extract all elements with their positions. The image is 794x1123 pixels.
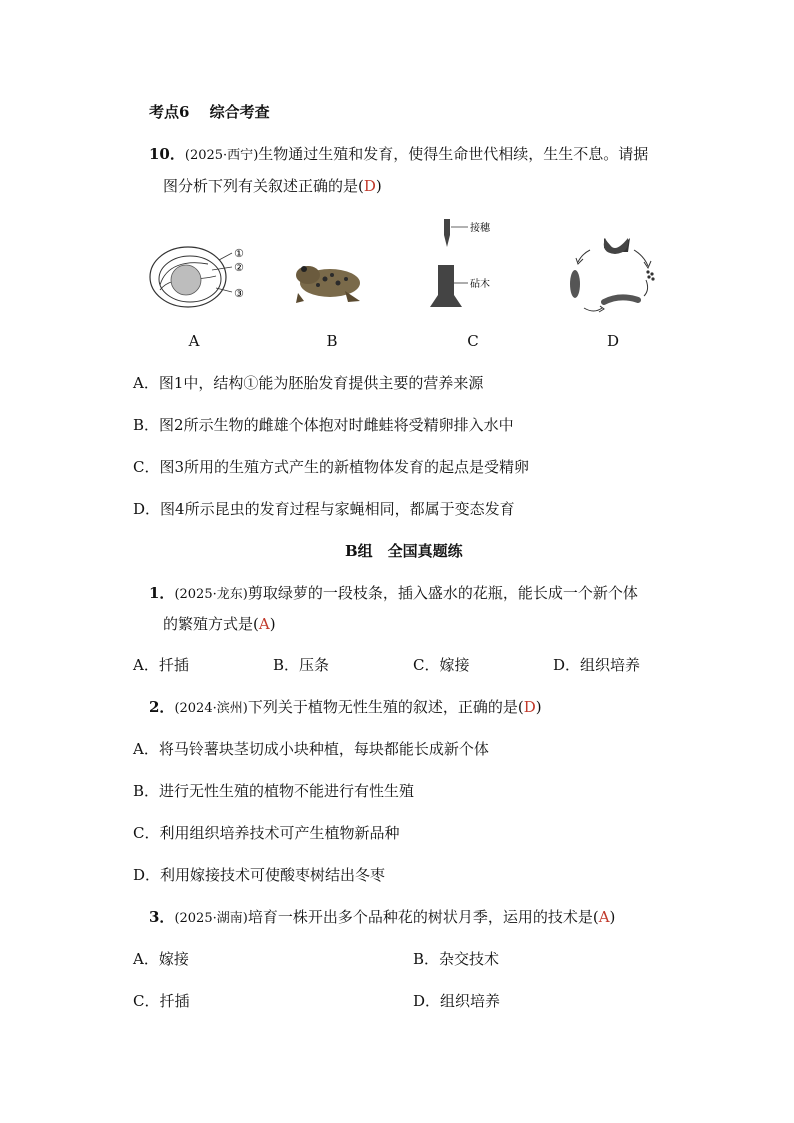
- source-close: ): [242, 587, 248, 602]
- q3-option-d: D．组织培养: [413, 992, 501, 1010]
- question-number: 10．: [149, 145, 185, 163]
- q10-option-a: A．图1中，结构①能为胚胎发育提供主要的营养来源: [133, 374, 484, 392]
- question-close: ): [609, 908, 616, 926]
- question-close: ): [535, 698, 542, 716]
- label-3: ③: [234, 287, 244, 300]
- figure-c-grafting: [422, 215, 502, 315]
- question-text: 培育一株开出多个品种花的树状月季，运用的技术是(: [247, 908, 599, 926]
- q2-line1: [149, 697, 542, 719]
- answer: D: [523, 698, 536, 716]
- q3-line1: [149, 907, 615, 929]
- source-open: (2025·: [184, 148, 228, 163]
- question-close: ): [269, 615, 276, 633]
- question-close: ): [375, 177, 382, 195]
- question-number: 1．: [149, 584, 175, 602]
- group-heading: B组 全国真题练: [345, 542, 463, 560]
- q2-option-a: A．将马铃薯块茎切成小块种植，每块都能长成新个体: [133, 740, 489, 758]
- answer: A: [258, 615, 270, 633]
- question-number: 3．: [149, 908, 175, 926]
- q10-option-d: D．图4所示昆虫的发育过程与家蝇相同，都属于变态发育: [133, 500, 515, 518]
- question-text: 剪取绿萝的一段枝条，插入盛水的花瓶，能长成一个新个体: [247, 584, 638, 602]
- figure-a-egg: [146, 230, 256, 320]
- source-place: 滨州: [216, 701, 243, 716]
- source-open: (2025·: [174, 911, 217, 926]
- source-close: ): [253, 148, 259, 163]
- question-text: 下列关于植物无性生殖的叙述，正确的是(: [247, 698, 524, 716]
- answer: D: [363, 177, 376, 195]
- q1-option-d: D．组织培养: [553, 656, 641, 674]
- question-number: 2．: [149, 698, 175, 716]
- source-open: (2024·: [174, 701, 217, 716]
- caption-b: B: [326, 332, 338, 350]
- caption-d: D: [606, 332, 620, 350]
- label-1: ①: [234, 247, 244, 260]
- source-place: 西宁: [227, 148, 254, 163]
- source-place: 龙东: [216, 587, 243, 602]
- q1-option-b: B．压条: [273, 656, 330, 674]
- figure-b-frog: [290, 255, 370, 310]
- section-label: 考点6: [149, 103, 190, 121]
- q2-option-c: C．利用组织培养技术可产生植物新品种: [133, 824, 400, 842]
- q1-option-a: A．扦插: [133, 656, 189, 674]
- source-place: 湖南: [216, 911, 243, 926]
- question-text: 的繁殖方式是(: [163, 615, 259, 633]
- q1-option-c: C．嫁接: [413, 656, 470, 674]
- question-text: 图分析下列有关叙述正确的是(: [163, 177, 364, 195]
- q10-line1: [149, 144, 648, 166]
- q1-line1: [149, 583, 638, 605]
- section-name: 综合考查: [209, 103, 270, 121]
- question-text: 生物通过生殖和发育，使得生命世代相续，生生不息。请据: [258, 145, 649, 163]
- caption-c: C: [467, 332, 479, 350]
- label-2: ②: [234, 261, 244, 274]
- source-close: ): [242, 701, 248, 716]
- section-title: [149, 102, 270, 122]
- answer: A: [598, 908, 610, 926]
- scion-label: 接穗: [470, 223, 490, 234]
- caption-a: A: [188, 332, 200, 350]
- rootstock-label: 砧木: [470, 279, 490, 290]
- source-open: (2025·: [174, 587, 217, 602]
- source-close: ): [242, 911, 248, 926]
- q10-line2: [163, 176, 382, 196]
- q2-option-d: D．利用嫁接技术可使酸枣树结出冬枣: [133, 866, 386, 884]
- q3-option-b: B．杂交技术: [413, 950, 500, 968]
- q3-option-c: C．扦插: [133, 992, 190, 1010]
- q1-line2: [163, 614, 276, 634]
- q3-option-a: A．嫁接: [133, 950, 189, 968]
- q10-option-b: B．图2所示生物的雌雄个体抱对时雌蛙将受精卵排入水中: [133, 416, 514, 434]
- q10-option-c: C．图3所用的生殖方式产生的新植物体发育的起点是受精卵: [133, 458, 530, 476]
- q2-option-b: B．进行无性生殖的植物不能进行有性生殖: [133, 782, 415, 800]
- figure-d-lifecycle: [560, 228, 670, 318]
